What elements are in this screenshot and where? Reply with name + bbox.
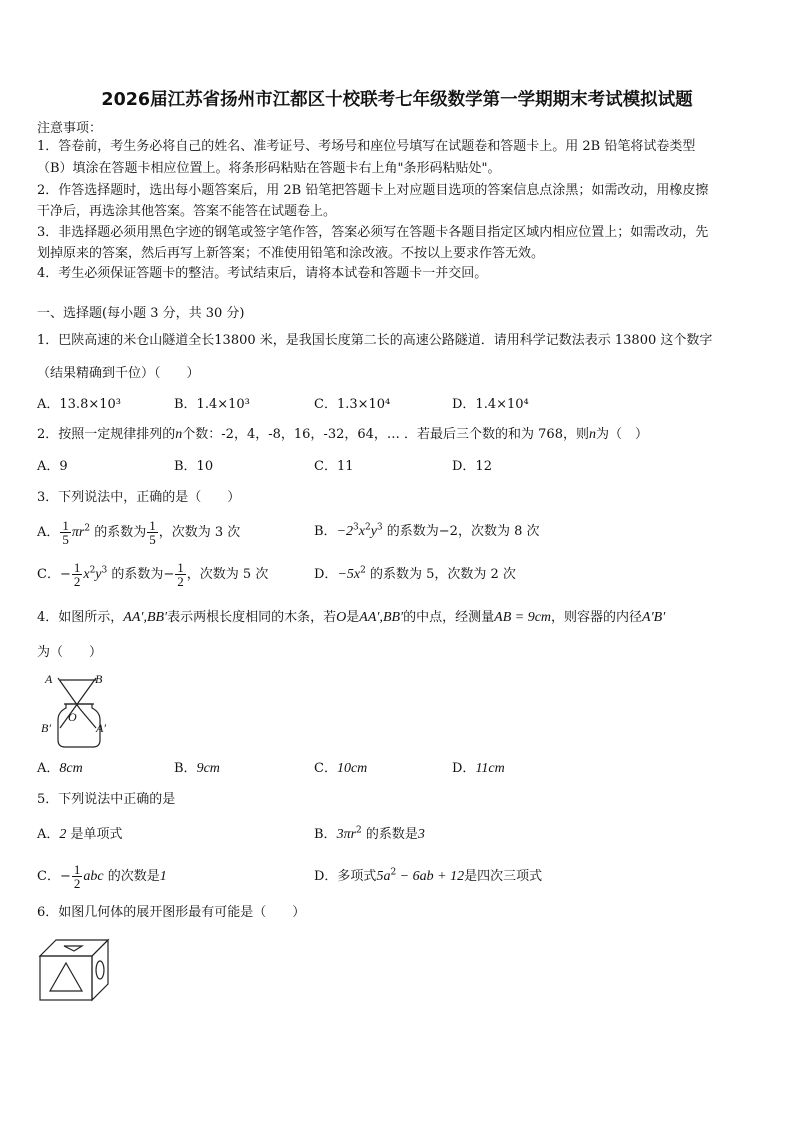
option-text: 的系数为−	[107, 567, 175, 582]
option-text: 的系数为−2，次数为 8 次	[382, 524, 540, 539]
q2-text-1: 2．按照一定规律排列的	[37, 427, 176, 442]
denominator: 2	[73, 574, 81, 589]
option-b: B．10	[174, 459, 214, 474]
option-text: ，次数为 3 次	[158, 525, 241, 540]
fraction	[72, 863, 83, 890]
option-a: A．13.8×10³	[37, 397, 121, 412]
option-d: D．多项式$5a^2 - 6ab + 12$是四次三项式	[314, 867, 543, 884]
denominator: 2	[177, 574, 184, 589]
option-text: 的系数为 5，次数为 2 次	[365, 567, 516, 582]
option-b: B．$-2^3x^2y^3$ 的系数为−2，次数为 8 次	[314, 522, 540, 539]
option-a	[37, 761, 83, 777]
option-c-label: C．−	[37, 869, 71, 884]
option-b	[174, 761, 220, 777]
triangle-icon	[50, 963, 82, 991]
option-b-label: B．	[314, 827, 337, 842]
notice-line: 划掉原来的答案，然后再写上新答案；不准使用铅笔和涂改液。不按以上要求作答无效。	[37, 246, 545, 261]
question-2-stem	[37, 427, 648, 443]
question-4-stem-cont: 为（ ）	[37, 645, 103, 660]
notice-line: 4．考生必须保证答题卡的整洁。考试结束后，请将本试卷和答题卡一并交回。	[37, 266, 488, 281]
math-expr: AA′,BB′	[123, 610, 168, 625]
fraction	[175, 561, 186, 588]
option-c	[314, 761, 367, 777]
math-expr: AA′,BB′	[359, 610, 404, 625]
option-c: C．1.3×10⁴	[314, 397, 391, 412]
option-b-label: B．	[314, 524, 337, 539]
option-c-label: C．	[314, 761, 337, 776]
option-text: 是四次三项式	[464, 869, 543, 884]
circle-icon	[96, 961, 104, 979]
option-value: 10cm	[336, 761, 368, 776]
q4-text: 是	[346, 610, 360, 625]
denominator: 2	[73, 876, 81, 891]
notice-line: 3．非选择题必须用黑色字迹的钢笔或签字笔作答，答案必须写在答题卡各题目指定区域内相应位置上；如需改动，先	[37, 225, 709, 240]
numerator: 1	[73, 560, 81, 575]
option-d: D．12	[452, 459, 492, 474]
math-expr: −2	[336, 524, 354, 539]
cube-figure	[38, 938, 110, 1002]
stick-aa-lower	[80, 709, 96, 728]
section-heading: 一、选择题(每小题 3 分，共 30 分)	[37, 306, 245, 321]
fraction	[72, 561, 83, 588]
math-expr: abc	[83, 869, 104, 884]
option-c: C．11	[314, 459, 354, 474]
label-b: B	[95, 672, 103, 686]
option-c: C．− $\frac{1}{2}$ $x^2y^3$ 的系数为− $\frac{1}{2}$ ，次数为 5 次	[37, 560, 269, 589]
heart-icon	[64, 946, 82, 951]
option-d	[452, 761, 505, 777]
denominator: 5	[149, 532, 156, 547]
notice-heading: 注意事项：	[37, 121, 103, 136]
option-text: 是单项式	[66, 827, 123, 842]
option-d: D．$-5x^2$ 的系数为 5，次数为 2 次	[314, 565, 516, 582]
math-expr: O	[336, 610, 347, 625]
notice-line: 2．作答选择题时，选出每小题答案后，用 2B 铅笔把答题卡上对应题目选项的答案信息点涂黑；如需改动，用橡皮擦	[37, 183, 709, 198]
label-a: A	[45, 672, 53, 686]
math-expr: A′B′	[642, 610, 666, 625]
question-1-stem: 1．巴陕高速的米仓山隧道全长13800 米，是我国长度第二长的高速公路隧道．请用科学记数法表示 13800 这个数字	[37, 333, 713, 348]
option-d-label: D．	[314, 567, 338, 582]
q4-text: ，则容器的内径	[551, 610, 643, 625]
math-expr: 2	[59, 827, 67, 842]
math-expr: 1	[159, 869, 167, 884]
option-a: A． $\frac{1}{5}$ $\pi r^2$ 的系数为 $\frac{1}{5}$ ，次数为 3 次	[37, 518, 241, 547]
option-c-label: C．−	[37, 567, 71, 582]
notice-line: （B）填涂在答题卡相应位置上。将条形码粘贴在答题卡右上角"条形码粘贴处"。	[37, 161, 501, 176]
question-6-stem: 6．如图几何体的展开图形最有可能是（ ）	[37, 905, 306, 920]
q2-var: n	[588, 427, 596, 442]
notice-line: 1．答卷前，考生务必将自己的姓名、准考证号、考场号和座位号填写在试题卷和答题卡上。用 2B 铅笔将试卷类型	[37, 139, 696, 154]
question-3-stem: 3．下列说法中，正确的是（ ）	[37, 490, 241, 505]
label-a-prime: A′	[96, 721, 106, 735]
question-4-stem	[37, 610, 665, 626]
option-value: 9cm	[196, 761, 220, 776]
numerator: 1	[149, 518, 156, 533]
label-b-prime: B′	[41, 721, 51, 735]
option-c	[37, 860, 167, 894]
option-text: 的系数为	[90, 525, 147, 540]
label-o: O	[68, 710, 77, 724]
option-a	[37, 827, 123, 843]
option-d-label: D．	[452, 761, 476, 776]
option-d: D．1.4×10⁴	[452, 397, 529, 412]
cube-side-face	[92, 940, 108, 1000]
option-a-label: A．	[37, 761, 60, 776]
math-expr: −5x	[337, 567, 361, 582]
math-expr: 3πr	[336, 827, 357, 842]
option-a-label: A．	[37, 827, 60, 842]
option-text: ，次数为 5 次	[186, 567, 269, 582]
option-d-label: D．多项式	[314, 869, 377, 884]
q2-text-3: 为（ ）	[595, 427, 648, 442]
option-value: 11cm	[475, 761, 505, 776]
option-value: 8cm	[59, 761, 83, 776]
numerator: 1	[177, 560, 184, 575]
denominator: 5	[62, 532, 69, 547]
option-a: A．9	[37, 459, 68, 474]
option-text: 的次数是	[103, 869, 160, 884]
math-expr: πr	[71, 525, 85, 540]
stick-bb	[60, 678, 96, 728]
numerator: 1	[62, 518, 69, 533]
option-b: B．1.4×10³	[174, 397, 250, 412]
question-5-stem: 5．下列说法中正确的是	[37, 792, 176, 807]
notice-line: 干净后，再选涂其他答案。答案不能答在试题卷上。	[37, 204, 337, 219]
fraction	[60, 519, 71, 546]
option-text: 的系数是	[361, 827, 418, 842]
option-b: B．$3\pi r^2$ 的系数是3	[314, 825, 425, 842]
q4-text: 表示两根长度相同的木条，若	[167, 610, 337, 625]
math-expr: AB = 9cm	[494, 610, 552, 625]
fraction	[147, 519, 158, 546]
q2-text-2: 个数：-2，4，-8，16，-32，64，… ．若最后三个数的和为 768，则	[182, 427, 589, 442]
q4-text: 的中点，经测量	[403, 610, 495, 625]
numerator: 1	[73, 862, 81, 877]
page-title: 2026届江苏省扬州市江都区十校联考七年级数学第一学期期末考试模拟试题	[101, 90, 693, 110]
q2-var: n	[175, 427, 183, 442]
q4-text: 4．如图所示，	[37, 610, 124, 625]
question-1-stem-cont: （结果精确到千位）（ ）	[37, 366, 200, 381]
cube-top-face	[40, 940, 108, 956]
option-b-label: B．	[174, 761, 197, 776]
math-expr: 3	[417, 827, 425, 842]
option-a-label: A．	[37, 525, 60, 540]
math-expr: 5a	[376, 869, 391, 884]
